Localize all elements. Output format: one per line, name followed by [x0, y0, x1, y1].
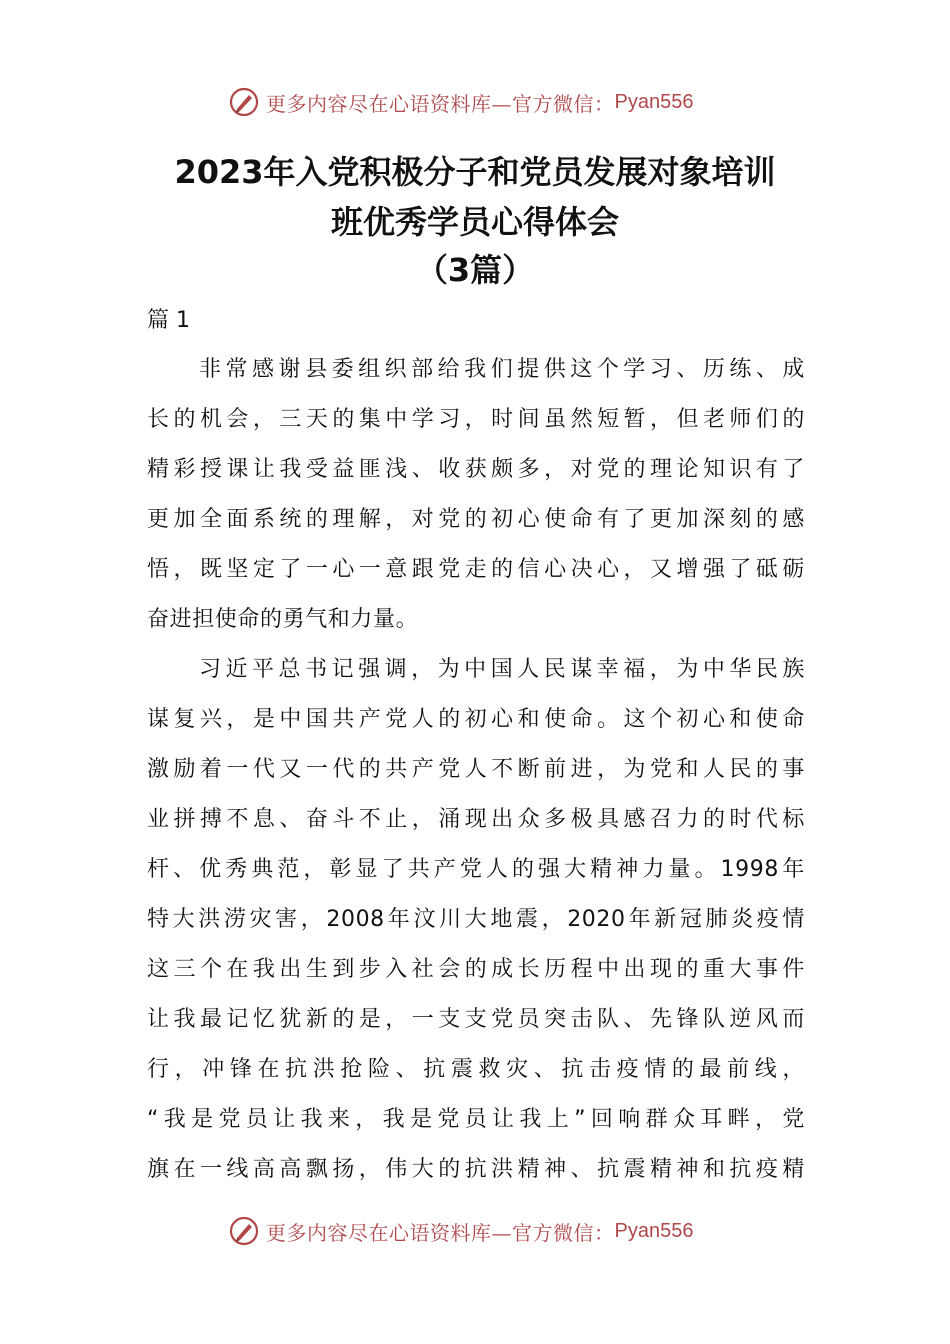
paragraph-line: 杆、优秀典范，彰显了共产党人的强大精神力量。1998年 [147, 857, 805, 882]
paragraph-line: 行，冲锋在抗洪抢险、抗震救灾、抗击疫情的最前线， [147, 1057, 805, 1082]
paragraph-line: “我是党员让我来，我是党员让我上”回响群众耳畔，党 [147, 1107, 805, 1132]
document-title-line-1: 2023年入党积极分子和党员发展对象培训 [174, 153, 776, 191]
paragraph-line: 精彩授课让我受益匪浅、收获颇多，对党的理论知识有了 [147, 457, 805, 482]
paragraph-line: 非常感谢县委组织部给我们提供这个学习、历练、成 [199, 357, 805, 382]
paragraph-line: 更加全面系统的理解，对党的初心使命有了更加深刻的感 [147, 507, 805, 532]
section-label: 篇 1 [147, 308, 190, 333]
paragraph-2 [147, 645, 805, 1195]
paragraph-line: 悟，既坚定了一心一意跟党走的信心决心，又增强了砥砺 [147, 557, 805, 582]
pen-logo-icon [228, 86, 260, 118]
paragraph-line: 激励着一代又一代的共产党人不断前进，为党和人民的事 [147, 757, 805, 782]
paragraph-line: 这三个在我出生到步入社会的成长历程中出现的重大事件 [147, 957, 805, 982]
paragraph-line: 业拼搏不息、奋斗不止，涌现出众多极具感召力的时代标 [147, 807, 805, 832]
paragraph-line: 谋复兴，是中国共产党人的初心和使命。这个初心和使命 [147, 707, 805, 732]
document-title-line-2: 班优秀学员心得体会 [330, 203, 619, 241]
pen-logo-icon [228, 1215, 260, 1247]
paragraph-line: 特大洪涝灾害，2008年汶川大地震，2020年新冠肺炎疫情 [147, 907, 805, 932]
watermark-text: 更多内容尽在心语资料库—官方微信： [266, 91, 615, 116]
watermark-text: 更多内容尽在心语资料库—官方微信： [266, 1220, 615, 1245]
paragraph-line: 长的机会，三天的集中学习，时间虽然短暂，但老师们的 [147, 407, 805, 432]
watermark-wechat-id: Pyan556 [614, 90, 694, 113]
header-watermark [0, 84, 950, 120]
paragraph-line: 习近平总书记强调，为中国人民谋幸福，为中华民族 [199, 657, 805, 682]
paragraph-line: 奋进担使命的勇气和力量。 [147, 607, 419, 632]
document-title-line-3: （3篇） [415, 251, 535, 289]
paragraph-line: 旗在一线高高飘扬，伟大的抗洪精神、抗震精神和抗疫精 [147, 1157, 805, 1182]
watermark-wechat-id: Pyan556 [614, 1219, 694, 1242]
paragraph-1 [147, 345, 805, 645]
footer-watermark [0, 1213, 950, 1249]
paragraph-line: 让我最记忆犹新的是，一支支党员突击队、先锋队逆风而 [147, 1007, 805, 1032]
